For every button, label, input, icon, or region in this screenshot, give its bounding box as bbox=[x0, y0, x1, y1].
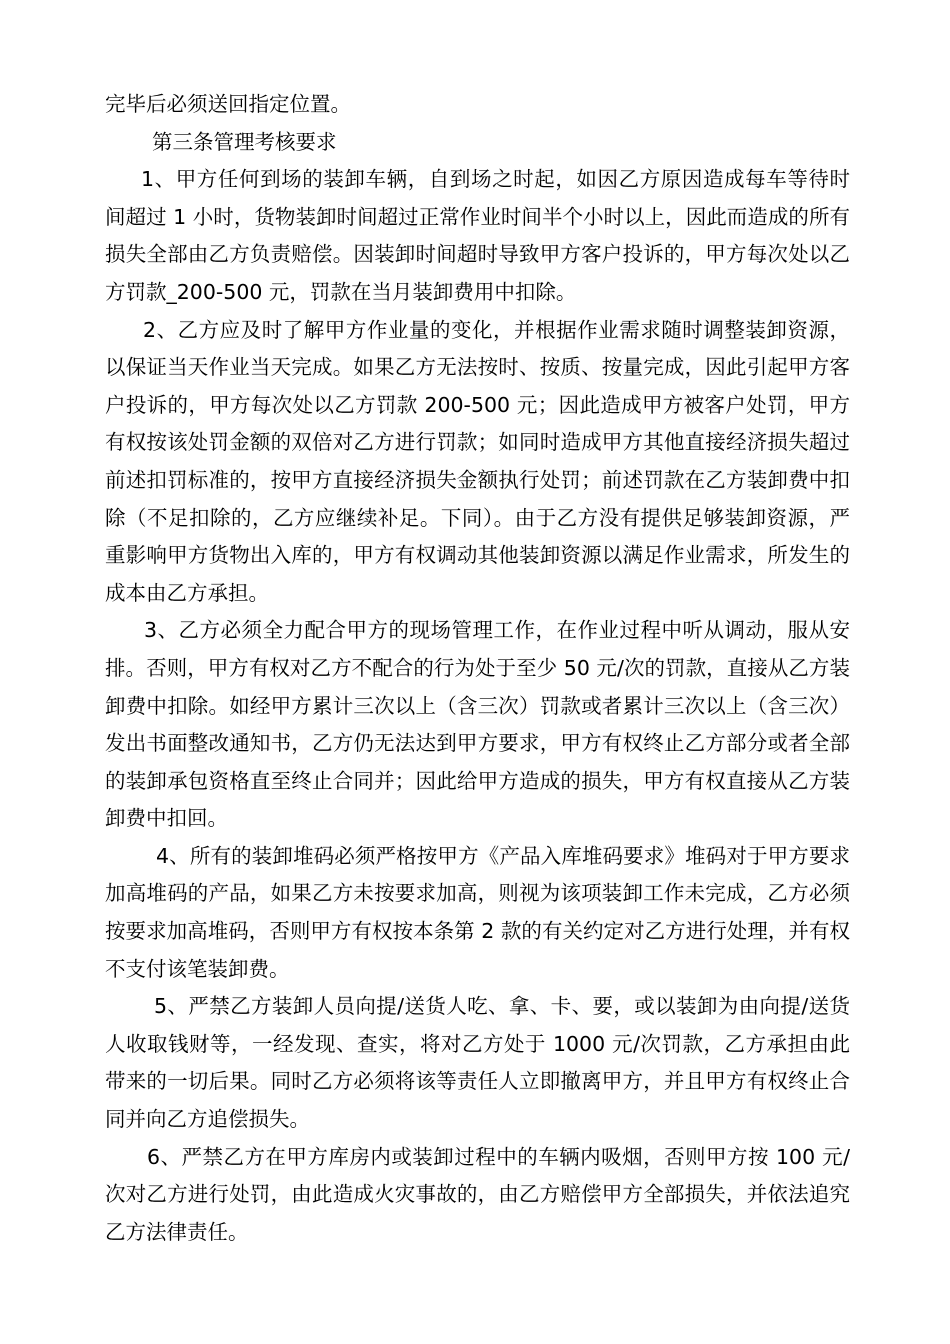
clause-3-paragraph: 3、乙方必须全力配合甲方的现场管理工作，在作业过程中听从调动，服从安排。否则，甲方有权对乙方不配合的行为处于至少 50 元/次的罚款，直接从乙方装卸费中扣除。如经甲方累计三次以上（含三次）罚款或者累计三次以上（含三次）发出书面整改通知书，乙方仍无法达到甲方要求，甲方有权终止乙方部分或者全部的装卸承包资格直至终止合同并；因此给甲方造成的损失，甲方有权直接从乙方装卸费中扣回。 bbox=[105, 618, 850, 831]
section-heading: 第三条管理考核要求 bbox=[152, 129, 337, 154]
clause-5-paragraph: 5、严禁乙方装卸人员向提/送货人吃、拿、卡、要，或以装卸为由向提/送货人收取钱财等，一经发现、查实，将对乙方处于 1000 元/次罚款，乙方承担由此带来的一切后果。同时乙方必须将该等责任人立即撤离甲方，并且甲方有权终止合同并向乙方追偿损失。 bbox=[105, 994, 850, 1132]
clause-1-paragraph: 1、甲方任何到场的装卸车辆，自到场之时起，如因乙方原因造成每车等待时间超过 1 小时，货物装卸时间超过正常作业时间半个小时以上，因此而造成的所有损失全部由乙方负责赔偿。因装卸时间超时导致甲方客户投诉的，甲方每次处以乙方罚款_200-500 元，罚款在当月装卸费用中扣除。 bbox=[105, 167, 850, 304]
clause-4-paragraph: 4、所有的装卸堆码必须严格按甲方《产品入库堆码要求》堆码对于甲方要求加高堆码的产品，如果乙方未按要求加高，则视为该项装卸工作未完成，乙方必须按要求加高堆码，否则甲方有权按本条第 2 款的有关约定对乙方进行处理，并有权不支付该笔装卸费。 bbox=[105, 843, 850, 981]
clause-2-paragraph: 2、乙方应及时了解甲方作业量的变化，并根据作业需求随时调整装卸资源，以保证当天作业当天完成。如果乙方无法按时、按质、按量完成，因此引起甲方客户投诉的，甲方每次处以乙方罚款 200-500 元；因此造成甲方被客户处罚，甲方有权按该处罚金额的双倍对乙方进行罚款；如同时造成甲方其他直接经济损失超过前述扣罚标准的，按甲方直接经济损失金额执行处罚；前述罚款在乙方装卸费中扣除（不足扣除的，乙方应继续补足。下同）。由于乙方没有提供足够装卸资源，严重影响甲方货物出入库的，甲方有权调动其他装卸资源以满足作业需求，所发生的成本由乙方承担。 bbox=[105, 317, 850, 605]
clause-6-paragraph: 6、严禁乙方在甲方库房内或装卸过程中的车辆内吸烟，否则甲方按 100 元/次对乙方进行处罚，由此造成火灾事故的，由乙方赔偿甲方全部损失，并依法追究乙方法律责任。 bbox=[105, 1144, 850, 1244]
document-body bbox=[105, 86, 850, 1251]
continuation-paragraph: 完毕后必须送回指定位置。 bbox=[105, 92, 351, 116]
